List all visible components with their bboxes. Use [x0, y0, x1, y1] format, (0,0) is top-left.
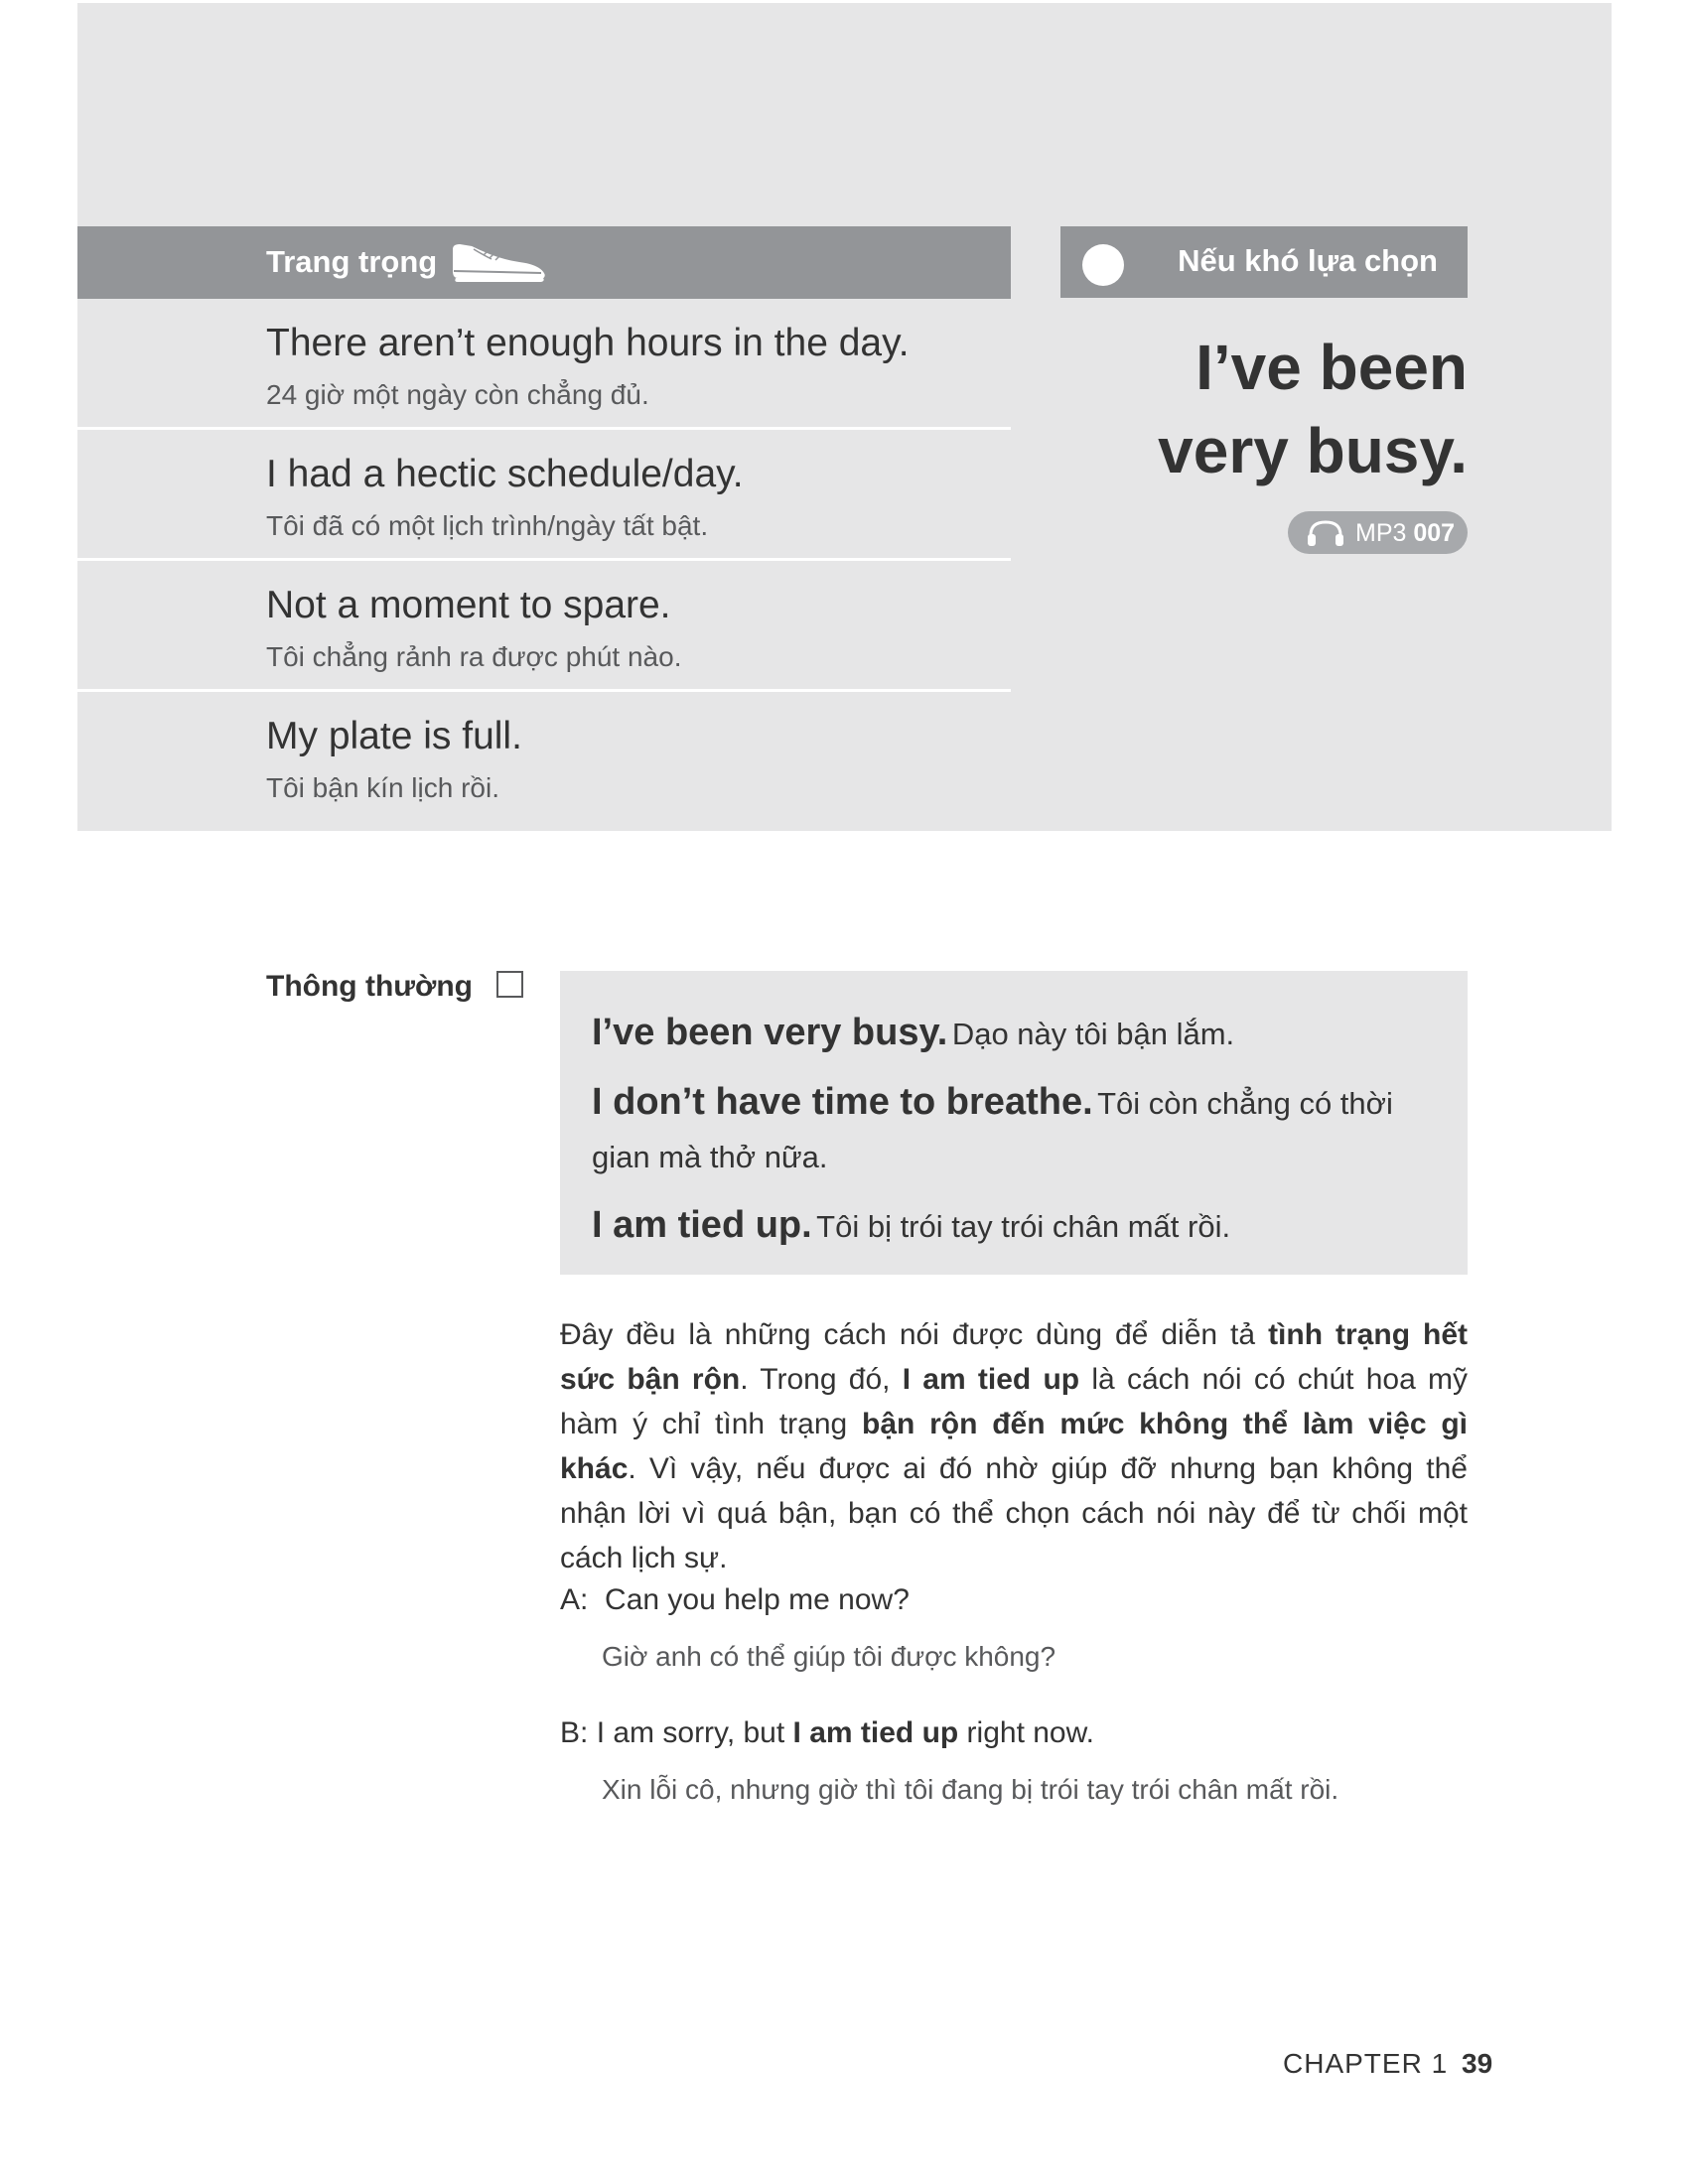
key-phrase-line: I’ve been: [1196, 332, 1468, 403]
formal-header: [77, 226, 1011, 299]
explanation-emphasis: I am tied up: [902, 1363, 1080, 1396]
usual-item: [592, 1009, 1436, 1064]
phrase-vi: 24 giờ một ngày còn chẳng đủ.: [266, 379, 649, 410]
phrase-vi: Tôi bị trói tay trói chân mất rồi.: [816, 1209, 1231, 1244]
dialogue-translation: Giờ anh có thể giúp tôi được không?: [602, 1641, 1056, 1672]
explanation-paragraph: [560, 1312, 1468, 1580]
dialogue-a: [560, 1582, 1468, 1674]
mp3-badge[interactable]: [1288, 511, 1468, 554]
list-item: [77, 561, 1011, 692]
mp3-label: [1355, 518, 1455, 548]
phrase-en: I am tied up.: [592, 1204, 812, 1246]
dialogue-text: Can you help me now?: [605, 1583, 910, 1616]
phrase-vi: Dạo này tôi bận lắm.: [951, 1017, 1235, 1051]
mp3-number: 007: [1413, 519, 1456, 547]
explanation-text: . Vì vậy, nếu được ai đó nhờ giúp đỡ nhưng bạn không thể nhận lời vì quá bận, bạn có thể chọn cách nói này để từ chối một cách lịch sự.: [560, 1452, 1468, 1574]
headphones-icon: [1306, 519, 1345, 547]
formal-label: Trang trọng: [266, 244, 438, 279]
speaker-label: B:: [560, 1716, 589, 1749]
choice-label: Nếu khó lựa chọn: [1178, 243, 1438, 278]
phrase-vi: Tôi đã có một lịch trình/ngày tất bật.: [266, 510, 709, 541]
list-item: [77, 299, 1011, 430]
dialogue-b: [560, 1715, 1468, 1807]
dialogue-text: right now.: [958, 1716, 1094, 1749]
speaker-label: A:: [560, 1583, 589, 1616]
dialogue-line: [560, 1715, 1468, 1751]
explanation-text: là cách nói có chút hoa mỹ hàm ý chỉ tình trạng: [560, 1363, 1468, 1440]
key-phrase: [1031, 326, 1468, 492]
dialogue-emphasis: I am tied up: [792, 1716, 959, 1749]
phrase-en: I don’t have time to breathe.: [592, 1081, 1093, 1123]
shoe-icon: [450, 241, 547, 285]
phrase-vi: Tôi bận kín lịch rồi.: [266, 772, 499, 803]
phrase-vi: Tôi chẳng rảnh ra được phút nào.: [266, 641, 682, 672]
chapter-label: CHAPTER 1: [1283, 2048, 1449, 2079]
phrase-en: My plate is full.: [266, 715, 522, 757]
usual-panel: [560, 971, 1468, 1275]
dialogue-text: I am sorry, but: [596, 1716, 793, 1749]
choice-header: [1060, 226, 1468, 298]
formal-list: [77, 299, 1011, 823]
usual-item: [592, 1078, 1436, 1187]
phrase-vi: Tôi còn chẳng có thời gian mà thở nữa.: [592, 1086, 1393, 1174]
phrase-en: I’ve been very busy.: [592, 1012, 948, 1053]
checkbox[interactable]: [496, 971, 523, 998]
phrase-en: I had a hectic schedule/day.: [266, 453, 744, 495]
explanation-emphasis: tình trạng hết sức bận rộn: [560, 1318, 1468, 1396]
list-item: [77, 692, 1011, 823]
dialogue-line: [560, 1582, 1468, 1618]
list-item: [77, 430, 1011, 561]
phrase-en: Not a moment to spare.: [266, 584, 671, 626]
explanation-text: Đây đều là những cách nói được dùng để diễn tả: [560, 1318, 1269, 1351]
explanation-text: . Trong đó,: [740, 1363, 903, 1396]
mp3-prefix: MP3: [1355, 519, 1407, 547]
key-phrase-line: very busy.: [1158, 415, 1468, 486]
page-number: 39: [1462, 2048, 1493, 2079]
circle-icon: [1082, 244, 1124, 286]
usual-label: Thông thường: [266, 970, 473, 1003]
dialogue-translation: Xin lỗi cô, nhưng giờ thì tôi đang bị trói tay trói chân mất rồi.: [602, 1774, 1339, 1805]
explanation-emphasis: bận rộn đến mức không thể làm việc gì khác: [560, 1408, 1468, 1485]
phrase-en: There aren’t enough hours in the day.: [266, 322, 910, 364]
usual-item: [592, 1201, 1436, 1257]
